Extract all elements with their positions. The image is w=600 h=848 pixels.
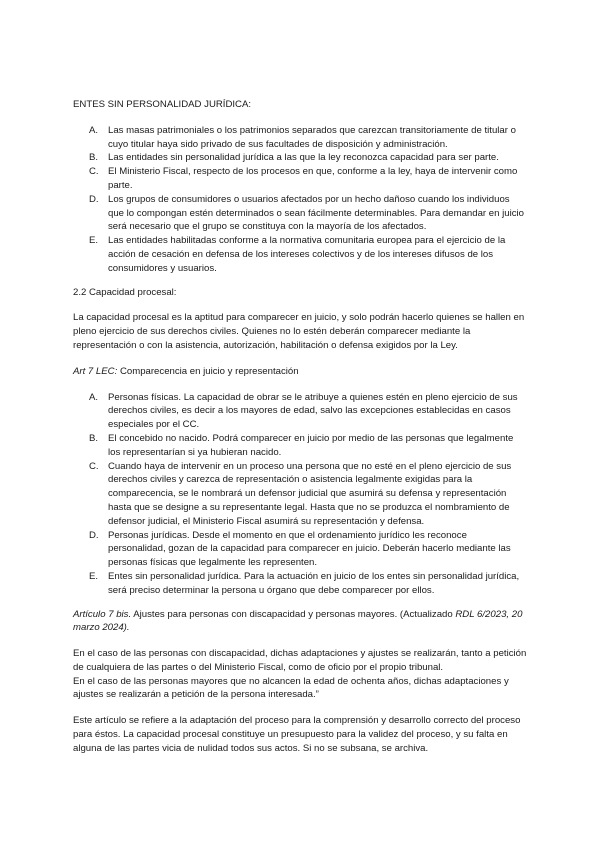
list-item-text: Personas físicas. La capacidad de obrar se le atribuye a quienes estén en pleno ejercicio de sus derechos civiles, es decir a los mayores de edad, salvo las excepciones establecidas en casos especiales por el CC. (108, 391, 518, 431)
list-marker: B. (89, 152, 99, 164)
article-7bis-title: Ajustes para personas con discapacidad y personas mayores. (Actualizado (133, 608, 453, 620)
article-7-heading (73, 365, 527, 379)
list-item-text: El Ministerio Fiscal, respecto de los procesos en que, conforme a la ley, haya de intervenir como parte. (108, 166, 518, 191)
article-7bis-update: RDL 6/2023, 20 marzo 2024). (73, 608, 523, 634)
article-7-title: Comparecencia en juicio y representación (119, 365, 299, 377)
list-item (73, 460, 527, 529)
article-7bis-heading (73, 608, 527, 636)
list-item-text: Las masas patrimoniales o los patrimonios separados que carezcan transitoriamente de titular o cuyo titular haya sido privado de sus facultades de disposición y administración. (108, 124, 516, 150)
article-7-ref: Art 7 LEC: (73, 365, 118, 377)
list-item-text: El concebido no nacido. Podrá comparecer en juicio por medio de las personas que legalmente los representarían si ya hubieran nacido. (108, 432, 514, 458)
capacidad-list (73, 391, 527, 598)
list-item (73, 391, 527, 432)
closing-paragraph: Este artículo se refiere a la adaptación del proceso para la comprensión y desarrollo correcto del proceso para éstos. La capacidad procesal constituye un presupuesto para la validez del proceso, y su falta en alguna de las partes vicia de nulidad todos sus actos. Si no se subsana, se archiva. (73, 715, 521, 754)
list-item-text: Entes sin personalidad jurídica. Para la actuación en juicio de los entes sin personalidad jurídica, será preciso determinar la persona u órgano que debe comparecer por ellos. (108, 570, 520, 596)
list-item-text: Los grupos de consumidores o usuarios afectados por un hecho dañoso cuando los individuos que lo compongan estén determinados o sean fácilmente determinables. Para demandar en juicio será necesario que el grupo se constituya con la mayoría de los afectados. (108, 193, 524, 233)
list-marker: E. (89, 235, 99, 247)
list-item (73, 432, 527, 460)
list-marker: D. (89, 529, 99, 541)
list-item (73, 124, 527, 152)
list-item (73, 193, 527, 234)
list-item (73, 529, 527, 570)
list-marker: D. (89, 193, 99, 205)
list-item-text: Personas jurídicas. Desde el momento en que el ordenamiento jurídico les reconoce personalidad, gozan de la capacidad para comparecer en juicio. Deberán hacerlo mediante las personas físicas que legalmente les representen. (108, 529, 511, 569)
list-item-text: Las entidades habilitadas conforme a la normativa comunitaria europea para el ejercicio de la acción de cesación en defensa de los intereses colectivos y de los intereses difusos de los consumidores y usuarios. (108, 235, 506, 274)
list-item (73, 234, 527, 275)
section-heading-capacidad: 2.2 Capacidad procesal: (73, 286, 177, 298)
quote-paragraph-discapacidad: En el caso de las personas con discapacidad, dichas adaptaciones y ajustes se realizarán, tanto a petición de cualquiera de las partes o del Ministerio Fiscal, como de oficio por el propio tribunal. (73, 648, 527, 673)
list-item (73, 151, 527, 165)
entes-list (73, 124, 527, 276)
list-marker: C. (89, 460, 99, 472)
section-heading-entes: ENTES SIN PERSONALIDAD JURÍDICA: (73, 99, 252, 110)
article-7bis-ref: Artículo 7 bis. (73, 608, 132, 620)
capacidad-paragraph: La capacidad procesal es la aptitud para comparecer en juicio, y solo podrán hacerlo quienes se hallen en pleno ejercicio de sus derechos civiles. Quienes no lo estén deberán comparecer mediante la representación o con la asistencia, autorización, habilitación o defensa exigidos por la Ley. (73, 312, 525, 351)
quote-paragraph-mayores: En el caso de las personas mayores que no alcancen la edad de ochenta años, dichas adaptaciones y ajustes se realizarán a petición de la persona interesada.” (73, 675, 509, 701)
list-item (73, 165, 527, 193)
list-item-text: Las entidades sin personalidad jurídica a las que la ley reconozca capacidad para ser parte. (108, 152, 499, 164)
list-item-text: Cuando haya de intervenir en un proceso una persona que no esté en el pleno ejercicio de sus derechos civiles y carezca de representación o asistencia legalmente exigidas para la comparecencia, se le nombrará un defensor judicial que asumirá su defensa y representación hasta que se designe a su representante legal. Hasta que no se produzca el nombramiento de defensor judicial, el Ministerio Fiscal asumirá su representación y defensa. (108, 460, 512, 527)
list-item (73, 570, 527, 598)
list-marker: E. (89, 570, 99, 582)
list-marker: C. (89, 166, 99, 178)
list-marker: A. (89, 391, 99, 403)
document-page (73, 98, 527, 756)
list-marker: B. (89, 432, 99, 444)
list-marker: A. (89, 124, 99, 136)
